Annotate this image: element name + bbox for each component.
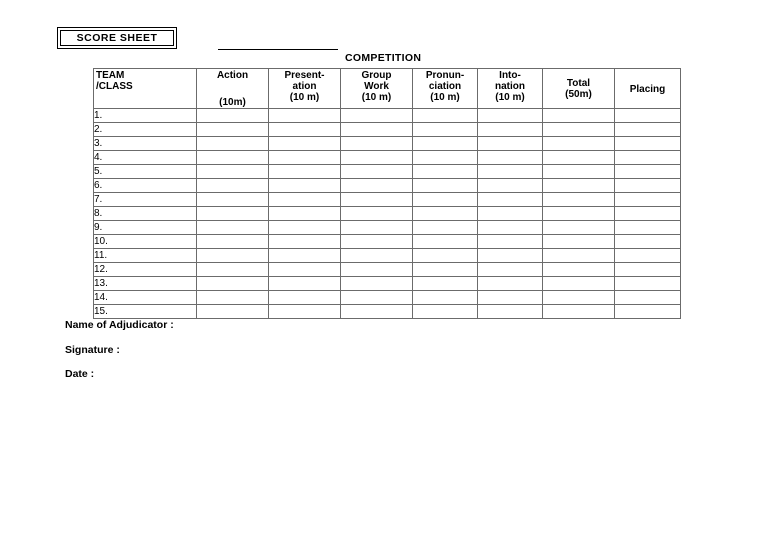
row-number: 15.: [94, 305, 197, 319]
placing-cell[interactable]: [615, 263, 681, 277]
pronunciation-score-cell[interactable]: [413, 109, 478, 123]
competition-name-blank-line[interactable]: [218, 49, 338, 50]
placing-cell[interactable]: [615, 221, 681, 235]
intonation-score-cell[interactable]: [478, 207, 543, 221]
pronunciation-score-cell[interactable]: [413, 123, 478, 137]
header-action-label: Action: [216, 70, 249, 81]
group-work-score-cell[interactable]: [341, 151, 413, 165]
header-action: [197, 69, 269, 109]
action-score-cell[interactable]: [197, 179, 269, 193]
pronunciation-score-cell[interactable]: [413, 277, 478, 291]
header-row: [94, 69, 681, 109]
header-total: [543, 69, 615, 109]
group-work-score-cell[interactable]: [341, 179, 413, 193]
placing-cell[interactable]: [615, 151, 681, 165]
placing-cell[interactable]: [615, 109, 681, 123]
row-number: 10.: [94, 235, 197, 249]
header-group-line1: Group: [361, 70, 392, 81]
pronunciation-score-cell[interactable]: [413, 291, 478, 305]
total-score-cell[interactable]: [543, 109, 615, 123]
row-number: 5.: [94, 165, 197, 179]
header-intonation-line1: Into-: [499, 70, 521, 81]
group-work-score-cell[interactable]: [341, 263, 413, 277]
header-group-line2: Work: [364, 81, 389, 92]
action-score-cell[interactable]: [197, 137, 269, 151]
presentation-score-cell[interactable]: [269, 193, 341, 207]
table-row: [94, 193, 681, 207]
header-intonation: [478, 69, 543, 109]
total-score-cell[interactable]: [543, 277, 615, 291]
presentation-score-cell[interactable]: [269, 207, 341, 221]
group-work-score-cell[interactable]: [341, 291, 413, 305]
adjudicator-name-label: Name of Adjudicator :: [65, 319, 174, 331]
pronunciation-score-cell[interactable]: [413, 137, 478, 151]
table-row: [94, 291, 681, 305]
total-score-cell[interactable]: [543, 291, 615, 305]
intonation-score-cell[interactable]: [478, 109, 543, 123]
intonation-score-cell[interactable]: [478, 235, 543, 249]
placing-cell[interactable]: [615, 165, 681, 179]
placing-cell[interactable]: [615, 193, 681, 207]
header-pronunciation-line2: ciation: [428, 81, 462, 92]
intonation-score-cell[interactable]: [478, 249, 543, 263]
group-work-score-cell[interactable]: [341, 165, 413, 179]
header-intonation-marks: (10 m): [495, 92, 525, 103]
total-score-cell[interactable]: [543, 193, 615, 207]
table-row: [94, 207, 681, 221]
presentation-score-cell[interactable]: [269, 263, 341, 277]
action-score-cell[interactable]: [197, 165, 269, 179]
total-score-cell[interactable]: [543, 305, 615, 319]
presentation-score-cell[interactable]: [269, 277, 341, 291]
table-row: [94, 123, 681, 137]
row-number: 13.: [94, 277, 197, 291]
pronunciation-score-cell[interactable]: [413, 263, 478, 277]
group-work-score-cell[interactable]: [341, 235, 413, 249]
header-placing-label: Placing: [629, 83, 666, 95]
row-number: 6.: [94, 179, 197, 193]
table-row: [94, 305, 681, 319]
row-number: 14.: [94, 291, 197, 305]
presentation-score-cell[interactable]: [269, 123, 341, 137]
total-score-cell[interactable]: [543, 123, 615, 137]
placing-cell[interactable]: [615, 305, 681, 319]
intonation-score-cell[interactable]: [478, 151, 543, 165]
presentation-score-cell[interactable]: [269, 291, 341, 305]
header-pronunciation-line1: Pronun-: [425, 70, 465, 81]
competition-label: COMPETITION: [345, 52, 422, 64]
score-table: [93, 68, 681, 319]
table-row: [94, 109, 681, 123]
presentation-score-cell[interactable]: [269, 151, 341, 165]
row-number: 1.: [94, 109, 197, 123]
row-number: 3.: [94, 137, 197, 151]
header-pronunciation-marks: (10 m): [430, 92, 460, 103]
table-row: [94, 165, 681, 179]
header-team-line2: /CLASS: [96, 81, 133, 92]
group-work-score-cell[interactable]: [341, 137, 413, 151]
header-presentation-line2: ation: [292, 81, 317, 92]
header-total-marks: (50m): [565, 89, 592, 100]
table-row: [94, 137, 681, 151]
intonation-score-cell[interactable]: [478, 291, 543, 305]
pronunciation-score-cell[interactable]: [413, 165, 478, 179]
group-work-score-cell[interactable]: [341, 305, 413, 319]
presentation-score-cell[interactable]: [269, 305, 341, 319]
placing-cell[interactable]: [615, 249, 681, 263]
group-work-score-cell[interactable]: [341, 221, 413, 235]
action-score-cell[interactable]: [197, 151, 269, 165]
action-score-cell[interactable]: [197, 305, 269, 319]
pronunciation-score-cell[interactable]: [413, 207, 478, 221]
intonation-score-cell[interactable]: [478, 221, 543, 235]
total-score-cell[interactable]: [543, 207, 615, 221]
presentation-score-cell[interactable]: [269, 137, 341, 151]
group-work-score-cell[interactable]: [341, 109, 413, 123]
total-score-cell[interactable]: [543, 165, 615, 179]
row-number: 4.: [94, 151, 197, 165]
header-group-marks: (10 m): [361, 92, 392, 103]
presentation-score-cell[interactable]: [269, 249, 341, 263]
header-presentation: [269, 69, 341, 109]
action-score-cell[interactable]: [197, 109, 269, 123]
header-presentation-line1: Present-: [284, 70, 325, 81]
total-score-cell[interactable]: [543, 249, 615, 263]
pronunciation-score-cell[interactable]: [413, 305, 478, 319]
action-score-cell[interactable]: [197, 221, 269, 235]
header-total-label: Total: [566, 78, 591, 89]
group-work-score-cell[interactable]: [341, 193, 413, 207]
row-number: 8.: [94, 207, 197, 221]
table-row: [94, 221, 681, 235]
placing-cell[interactable]: [615, 123, 681, 137]
action-score-cell[interactable]: [197, 193, 269, 207]
header-pronunciation: [413, 69, 478, 109]
pronunciation-score-cell[interactable]: [413, 221, 478, 235]
table-row: [94, 263, 681, 277]
pronunciation-score-cell[interactable]: [413, 249, 478, 263]
group-work-score-cell[interactable]: [341, 123, 413, 137]
presentation-score-cell[interactable]: [269, 165, 341, 179]
action-score-cell[interactable]: [197, 291, 269, 305]
action-score-cell[interactable]: [197, 235, 269, 249]
placing-cell[interactable]: [615, 207, 681, 221]
table-row: [94, 151, 681, 165]
total-score-cell[interactable]: [543, 137, 615, 151]
pronunciation-score-cell[interactable]: [413, 193, 478, 207]
intonation-score-cell[interactable]: [478, 277, 543, 291]
presentation-score-cell[interactable]: [269, 235, 341, 249]
intonation-score-cell[interactable]: [478, 193, 543, 207]
table-row: [94, 179, 681, 193]
group-work-score-cell[interactable]: [341, 249, 413, 263]
score-sheet-title-box: [57, 27, 177, 49]
table-row: [94, 235, 681, 249]
group-work-score-cell[interactable]: [341, 207, 413, 221]
header-group-work: [341, 69, 413, 109]
total-score-cell[interactable]: [543, 179, 615, 193]
presentation-score-cell[interactable]: [269, 221, 341, 235]
intonation-score-cell[interactable]: [478, 263, 543, 277]
table-row: [94, 277, 681, 291]
action-score-cell[interactable]: [197, 249, 269, 263]
intonation-score-cell[interactable]: [478, 137, 543, 151]
total-score-cell[interactable]: [543, 151, 615, 165]
placing-cell[interactable]: [615, 179, 681, 193]
row-number: 12.: [94, 263, 197, 277]
signature-label: Signature :: [65, 344, 120, 356]
row-number: 9.: [94, 221, 197, 235]
header-placing: [615, 69, 681, 109]
date-label: Date :: [65, 368, 95, 380]
row-number: 11.: [94, 249, 197, 263]
header-team-line1: TEAM: [96, 70, 125, 81]
pronunciation-score-cell[interactable]: [413, 179, 478, 193]
pronunciation-score-cell[interactable]: [413, 235, 478, 249]
action-score-cell[interactable]: [197, 277, 269, 291]
page-title: SCORE SHEET: [60, 30, 174, 46]
total-score-cell[interactable]: [543, 263, 615, 277]
placing-cell[interactable]: [615, 277, 681, 291]
intonation-score-cell[interactable]: [478, 179, 543, 193]
group-work-score-cell[interactable]: [341, 277, 413, 291]
intonation-score-cell[interactable]: [478, 305, 543, 319]
action-score-cell[interactable]: [197, 263, 269, 277]
pronunciation-score-cell[interactable]: [413, 151, 478, 165]
placing-cell[interactable]: [615, 235, 681, 249]
intonation-score-cell[interactable]: [478, 165, 543, 179]
action-score-cell[interactable]: [197, 207, 269, 221]
total-score-cell[interactable]: [543, 235, 615, 249]
placing-cell[interactable]: [615, 137, 681, 151]
header-team-class: [94, 69, 197, 109]
header-presentation-marks: (10 m): [289, 92, 320, 103]
action-score-cell[interactable]: [197, 123, 269, 137]
presentation-score-cell[interactable]: [269, 179, 341, 193]
row-number: 7.: [94, 193, 197, 207]
header-intonation-line2: nation: [495, 81, 525, 92]
row-number: 2.: [94, 123, 197, 137]
intonation-score-cell[interactable]: [478, 123, 543, 137]
placing-cell[interactable]: [615, 291, 681, 305]
header-action-marks: (10m): [219, 97, 246, 108]
table-row: [94, 249, 681, 263]
total-score-cell[interactable]: [543, 221, 615, 235]
presentation-score-cell[interactable]: [269, 109, 341, 123]
